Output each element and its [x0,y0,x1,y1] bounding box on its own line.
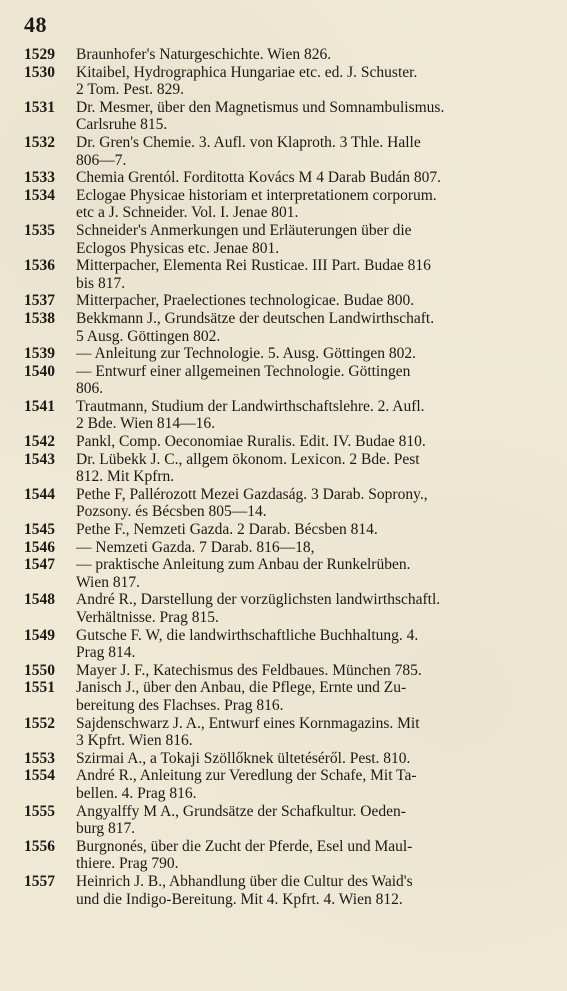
entry-line: Pozsony. és Bécsben 805—14. [76,503,267,521]
catalog-entry [24,521,543,539]
entry-text [76,556,543,591]
entry-text [76,539,543,557]
entry-number: 1532 [24,133,55,151]
catalog-entry [24,715,543,750]
entry-number: 1554 [24,767,55,785]
entry-text [76,292,543,310]
entry-text [76,64,543,99]
entry-line: etc a J. Schneider. Vol. I. Jenae 801. [76,204,299,222]
entry-text [76,99,543,134]
entry-line: Pethe F., Nemzeti Gazda. 2 Darab. Bécsben 814. [76,521,378,539]
catalog-entry [24,767,543,802]
entry-line: thiere. Prag 790. [76,855,179,873]
catalog-entry [24,292,543,310]
entry-line: Mayer J. F., Katechismus des Feldbaues. München 785. [76,661,422,679]
catalog-entry [24,222,543,257]
entry-text [76,873,543,908]
entry-line: Chemia Grentól. Forditotta Kovács M 4 Darab Budán 807. [76,169,442,187]
entry-line: Szirmai A., a Tokaji Szöllőknek ültetéséről. Pest. 810. [76,749,411,767]
entry-text [76,591,543,626]
entry-line: Mitterpacher, Elementa Rei Rusticae. III Part. Budae 816 [76,257,431,275]
entry-line: 806. [76,380,104,398]
catalog-entry [24,398,543,433]
catalog-entry [24,750,543,768]
entry-text [76,46,543,64]
entry-line: Janisch J., über den Anbau, die Pflege, Ernte und Zu- [76,679,407,697]
catalog-entry [24,539,543,557]
catalog-entry [24,556,543,591]
entry-text [76,451,543,486]
entry-number: 1552 [24,714,55,732]
entry-number: 1550 [24,661,55,679]
entry-number: 1536 [24,257,55,275]
entry-text [76,169,543,187]
entry-number: 1531 [24,98,55,116]
entry-number: 1545 [24,521,55,539]
entry-line: Bekkmann J., Grundsätze der deutschen Landwirthschaft. [76,309,435,327]
entry-line: Pethe F, Pallérozott Mezei Gazdaság. 3 Darab. Soprony., [76,485,428,503]
entry-line: Trautmann, Studium der Landwirthschaftslehre. 2. Aufl. [76,397,425,415]
entry-text [76,715,543,750]
entry-line: Burgnonés, über die Zucht der Pferde, Esel und Maul- [76,837,413,855]
catalog-entry [24,873,543,908]
entry-text [76,310,543,345]
catalog-entry [24,363,543,398]
entry-line: Dr. Lübekk J. C., allgem ökonom. Lexicon. 2 Bde. Pest [76,450,420,468]
entry-line: — Nemzeti Gazda. 7 Darab. 816—18, [76,538,315,556]
catalog-entry [24,345,543,363]
entry-line: Verhältnisse. Prag 815. [76,609,219,626]
catalog-entry [24,433,543,451]
catalog-entry [24,46,543,64]
entry-number: 1530 [24,63,55,81]
entry-number: 1556 [24,837,55,855]
entry-text [76,838,543,873]
entry-line: Prag 814. [76,644,136,662]
catalog-entry [24,662,543,680]
entry-number: 1537 [24,292,55,310]
entry-line: — Entwurf einer allgemeinen Technologie. Göttingen [76,362,411,380]
entry-line: 2 Tom. Pest. 829. [76,81,185,99]
entry-text [76,767,543,802]
entry-text [76,486,543,521]
catalog-entry [24,134,543,169]
entry-number: 1539 [24,345,55,363]
entry-line: André R., Anleitung zur Veredlung der Schafe, Mit Ta- [76,767,417,785]
catalog-entry [24,679,543,714]
entry-line: burg 817. [76,820,136,838]
page-number: 48 [24,12,47,37]
entry-line: Braunhofer's Naturgeschichte. Wien 826. [76,46,332,63]
entry-line: Mitterpacher, Praelectiones technologicae. Budae 800. [76,292,415,310]
entry-number: 1538 [24,309,55,327]
entry-line: — praktische Anleitung zum Anbau der Runkelrüben. [76,556,411,574]
entry-line: — Anleitung zur Technologie. 5. Ausg. Göttingen 802. [76,345,417,363]
entry-text [76,803,543,838]
entry-text [76,398,543,433]
entry-text [76,222,543,257]
entry-number: 1551 [24,679,55,697]
entry-number: 1547 [24,556,55,574]
catalog-entry [24,627,543,662]
entry-text [76,627,543,662]
entry-number: 1548 [24,591,55,609]
entry-line: und die Indigo-Bereitung. Mit 4. Kpfrt. 4. Wien 812. [76,890,403,908]
entry-text [76,662,543,680]
entry-number: 1557 [24,872,55,890]
catalog-entry [24,803,543,838]
entry-number: 1543 [24,450,55,468]
entry-line: Dr. Gren's Chemie. 3. Aufl. von Klaproth. 3 Thle. Halle [76,133,421,151]
entry-text [76,521,543,539]
entry-line: Wien 817. [76,573,140,591]
entry-line: 5 Ausg. Göttingen 802. [76,327,221,345]
entry-text [76,134,543,169]
entry-number: 1540 [24,362,55,380]
entry-number: 1529 [24,46,55,63]
entry-line: Heinrich J. B., Abhandlung über die Cultur des Waid's [76,872,413,890]
entry-number: 1549 [24,626,55,644]
catalog-entry [24,187,543,222]
entry-line: Kitaibel, Hydrographica Hungariae etc. ed. J. Schuster. [76,63,418,81]
entry-number: 1546 [24,538,55,556]
entry-line: Eclogae Physicae historiam et interpretationem corporum. [76,186,437,204]
entry-line: Pankl, Comp. Oeconomiae Ruralis. Edit. IV. Budae 810. [76,433,426,451]
entry-text [76,750,543,768]
entry-text [76,345,543,363]
entry-text [76,679,543,714]
entry-number: 1541 [24,397,55,415]
catalog-entry [24,591,543,626]
entry-number: 1553 [24,749,55,767]
entry-number: 1542 [24,433,55,451]
entry-number: 1555 [24,802,55,820]
entry-line: Eclogos Physicas etc. Jenae 801. [76,239,280,257]
entry-text [76,257,543,292]
entry-line: André R., Darstellung der vorzüglichsten landwirthschaftl. [76,591,441,609]
entry-line: bellen. 4. Prag 816. [76,784,197,802]
entry-number: 1544 [24,485,55,503]
entry-line: 2 Bde. Wien 814—16. [76,415,216,433]
entry-line: Schneider's Anmerkungen und Erläuterungen über die [76,221,412,239]
entry-line: Gutsche F. W, die landwirthschaftliche Buchhaltung. 4. [76,626,419,644]
entry-line: Angyalffy M A., Grundsätze der Schafkultur. Oeden- [76,802,406,820]
catalog-entry [24,169,543,187]
entry-line: 3 Kpfrt. Wien 816. [76,732,193,750]
entry-line: Dr. Mesmer, über den Magnetismus und Somnambulismus. [76,98,445,116]
entry-line: bis 817. [76,274,126,292]
catalog-entry [24,99,543,134]
catalog-entry [24,838,543,873]
entry-line: 806—7. [76,151,127,169]
catalog-entry [24,310,543,345]
catalog-entry [24,64,543,99]
entry-line: 812. Mit Kpfrn. [76,468,175,486]
catalog-entry [24,451,543,486]
catalog-entry-list [24,46,543,908]
entry-text [76,187,543,222]
entry-text [76,433,543,451]
catalog-entry [24,486,543,521]
catalog-entry [24,257,543,292]
entry-line: Carlsruhe 815. [76,116,168,134]
entry-number: 1533 [24,169,55,187]
entry-line: bereitung des Flachses. Prag 816. [76,696,284,714]
entry-line: Sajdenschwarz J. A., Entwurf eines Kornmagazins. Mit [76,714,420,732]
entry-number: 1535 [24,221,55,239]
entry-text [76,363,543,398]
entry-number: 1534 [24,186,55,204]
